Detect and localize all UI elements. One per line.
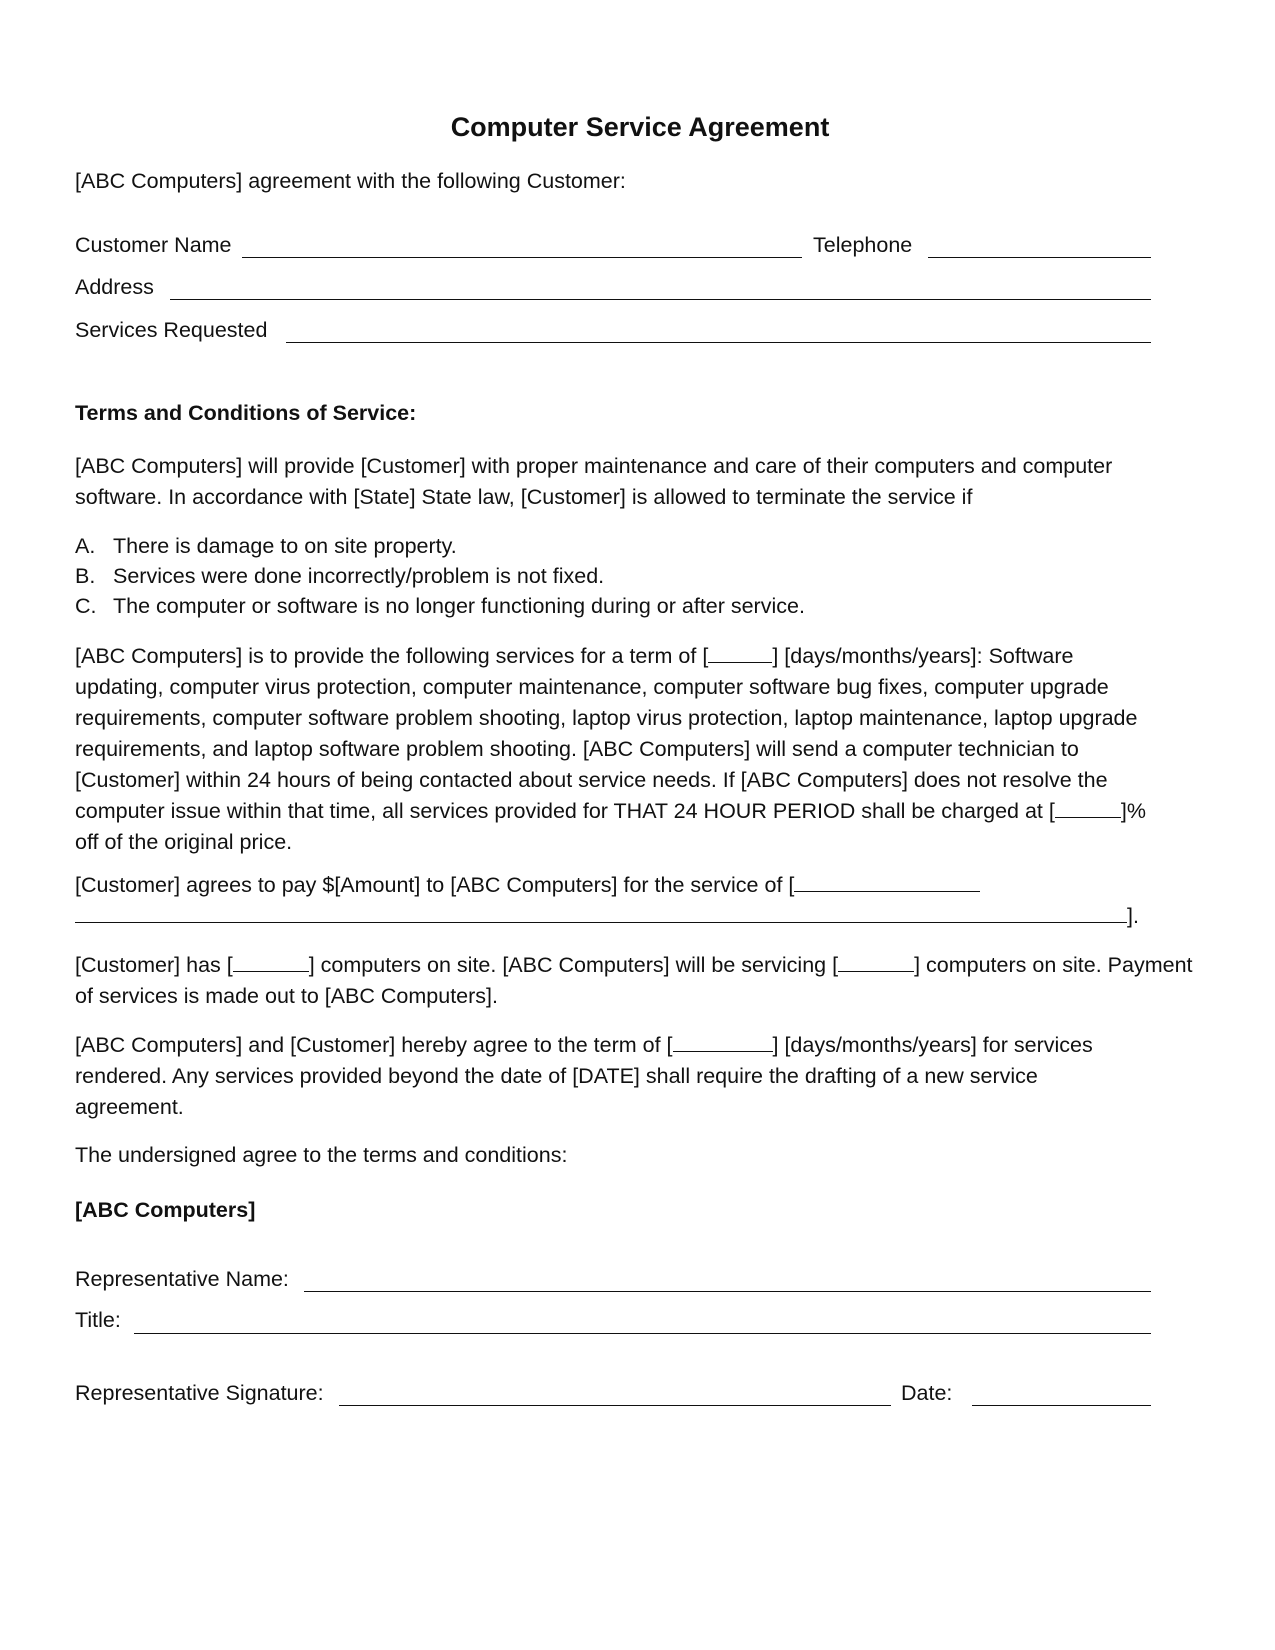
intro-text: [ABC Computers] agreement with the following Customer: <box>75 169 626 193</box>
rep-name-field[interactable] <box>304 1291 1151 1292</box>
condition-letter: C. <box>75 594 97 618</box>
condition-letter: A. <box>75 534 96 558</box>
condition-text: Services were done incorrectly/problem is not fixed. <box>113 564 605 588</box>
date-label: Date: <box>901 1381 953 1405</box>
address-label: Address <box>75 275 154 299</box>
computers-text-2: ] computers on site. [ABC Computers] will be servicing [ <box>308 953 839 977</box>
terms-heading: Terms and Conditions of Service: <box>75 401 417 425</box>
services-text-3: ]% off of the original price. <box>75 799 1146 854</box>
condition-letter: B. <box>75 564 96 588</box>
services-text-1: [ABC Computers] is to provide the following services for a term of [ <box>75 644 709 668</box>
term-text-2: ] [days/months/years] for services rendered. Any services provided beyond the date of [DATE] shall require the drafting of a new service agreement. <box>75 1033 1093 1119</box>
telephone-label: Telephone <box>813 233 913 257</box>
discount-percent-blank[interactable] <box>1055 799 1121 818</box>
services-paragraph <box>75 641 1150 858</box>
services-text-2: ] [days/months/years]: Software updating, computer virus protection, computer maintenance, computer software bug fixes, computer upgrade requirements, computer software problem shooting, laptop virus protection, laptop maintenance, laptop upgrade requirements, and laptop software problem shooting. [ABC Computers] will send a computer technician to [Customer] within 24 hours of being contacted about service needs. If [ABC Computers] does not resolve the computer issue within that time, all services provided for THAT 24 HOUR PERIOD shall be charged at [ <box>75 644 1138 823</box>
terms-paragraph-1: [ABC Computers] will provide [Customer] with proper maintenance and care of their computers and computer software. In accordance with [State] State law, [Customer] is allowed to terminate the service if <box>75 454 1113 509</box>
term-length-blank[interactable] <box>708 644 772 663</box>
condition-item <box>75 561 604 592</box>
services-requested-label: Services Requested <box>75 318 268 342</box>
rep-signature-field[interactable] <box>339 1405 891 1406</box>
payment-text-1: [Customer] agrees to pay $[Amount] to [ABC Computers] for the service of [ <box>75 873 795 897</box>
term-paragraph <box>75 1030 1125 1123</box>
computers-text-1: [Customer] has [ <box>75 953 233 977</box>
rep-signature-label: Representative Signature: <box>75 1381 324 1405</box>
date-field[interactable] <box>972 1405 1151 1406</box>
condition-text: There is damage to on site property. <box>113 534 457 558</box>
rep-name-label: Representative Name: <box>75 1267 289 1291</box>
service-description-blank-2[interactable] <box>75 904 1127 923</box>
condition-item <box>75 591 805 622</box>
condition-item <box>75 531 457 562</box>
company-heading: [ABC Computers] <box>75 1198 256 1222</box>
payment-paragraph <box>75 870 1205 932</box>
computers-text-3: ] computers on site. Payment of services is made out to [ABC Computers]. <box>75 953 1193 1008</box>
title-field[interactable] <box>134 1333 1151 1334</box>
agreement-term-blank[interactable] <box>673 1033 773 1052</box>
service-description-blank-1[interactable] <box>794 873 980 892</box>
title-label: Title: <box>75 1308 121 1332</box>
document-title: Computer Service Agreement <box>450 112 830 142</box>
telephone-field[interactable] <box>928 257 1151 258</box>
computers-servicing-blank[interactable] <box>838 953 914 972</box>
condition-text: The computer or software is no longer functioning during or after service. <box>113 594 805 618</box>
agree-line: The undersigned agree to the terms and conditions: <box>75 1143 568 1167</box>
customer-name-field[interactable] <box>242 257 802 258</box>
computers-paragraph <box>75 950 1205 1012</box>
services-requested-field[interactable] <box>286 342 1151 343</box>
term-text-1: [ABC Computers] and [Customer] hereby agree to the term of [ <box>75 1033 673 1057</box>
payment-text-2: ]. <box>1127 904 1139 928</box>
computers-on-site-blank[interactable] <box>233 953 309 972</box>
address-field[interactable] <box>170 299 1151 300</box>
customer-name-label: Customer Name <box>75 233 232 257</box>
